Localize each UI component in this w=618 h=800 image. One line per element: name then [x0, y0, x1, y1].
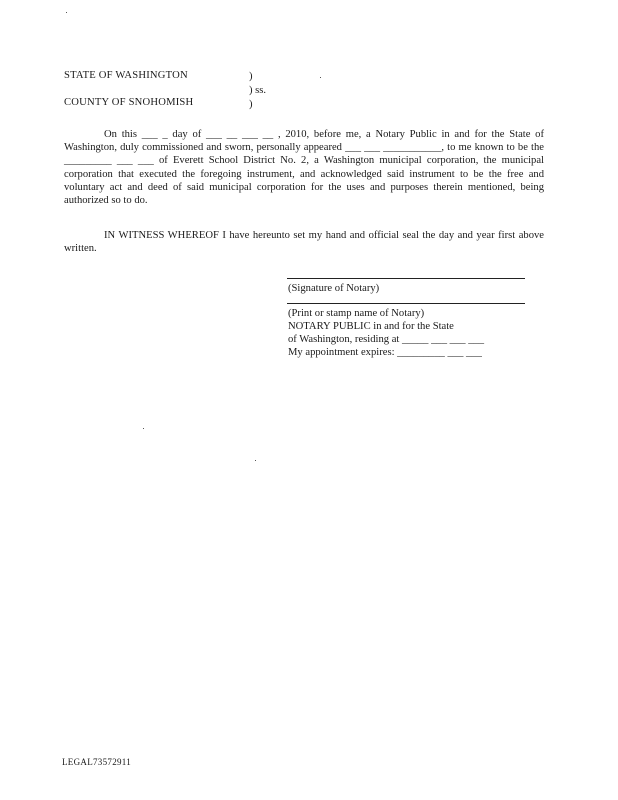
scan-speck	[66, 12, 67, 13]
witness-text: IN WITNESS WHEREOF I have hereunto set my hand and official seal the day and year first above written.	[64, 230, 544, 255]
witness-paragraph	[64, 229, 544, 255]
scan-speck	[143, 428, 144, 429]
venue-ss: ) ss.	[249, 85, 267, 96]
acknowledgment-text: On this ___ _ day of ___ __ ___ __ , 2010, before me, a Notary Public in and for the State of Washington, duly commissioned and sworn, personally appeared ___ ___ ___________, to me known to be the _________ ___ ___ of Everett School District No. 2, a Washington municipal corporation, the municipal corporation that executed the foregoing instrument, and acknowledged said instrument to be the free and voluntary act and deed of said municipal corporation for the uses and purposes therein mentioned, being authorized so to do.	[64, 129, 544, 207]
venue-state: STATE OF WASHINGTON	[64, 70, 188, 81]
signature-label: (Signature of Notary)	[288, 283, 380, 294]
notary-name-line	[287, 303, 525, 304]
footer-document-code: LEGAL73572911	[62, 757, 132, 767]
print-name-label: (Print or stamp name of Notary)	[288, 308, 425, 319]
venue-paren: )	[249, 71, 253, 82]
notary-signature-line	[287, 278, 525, 279]
appointment-expires-line: My appointment expires: _________ ___ ___	[288, 347, 482, 358]
residing-line: of Washington, residing at _____ ___ ___ ___	[288, 334, 485, 345]
notary-public-line: NOTARY PUBLIC in and for the State	[288, 321, 454, 332]
venue-paren: )	[249, 99, 253, 110]
scan-speck	[255, 460, 256, 461]
acknowledgment-paragraph	[64, 128, 544, 207]
venue-county: COUNTY OF SNOHOMISH	[64, 97, 194, 108]
scan-speck	[320, 77, 321, 78]
